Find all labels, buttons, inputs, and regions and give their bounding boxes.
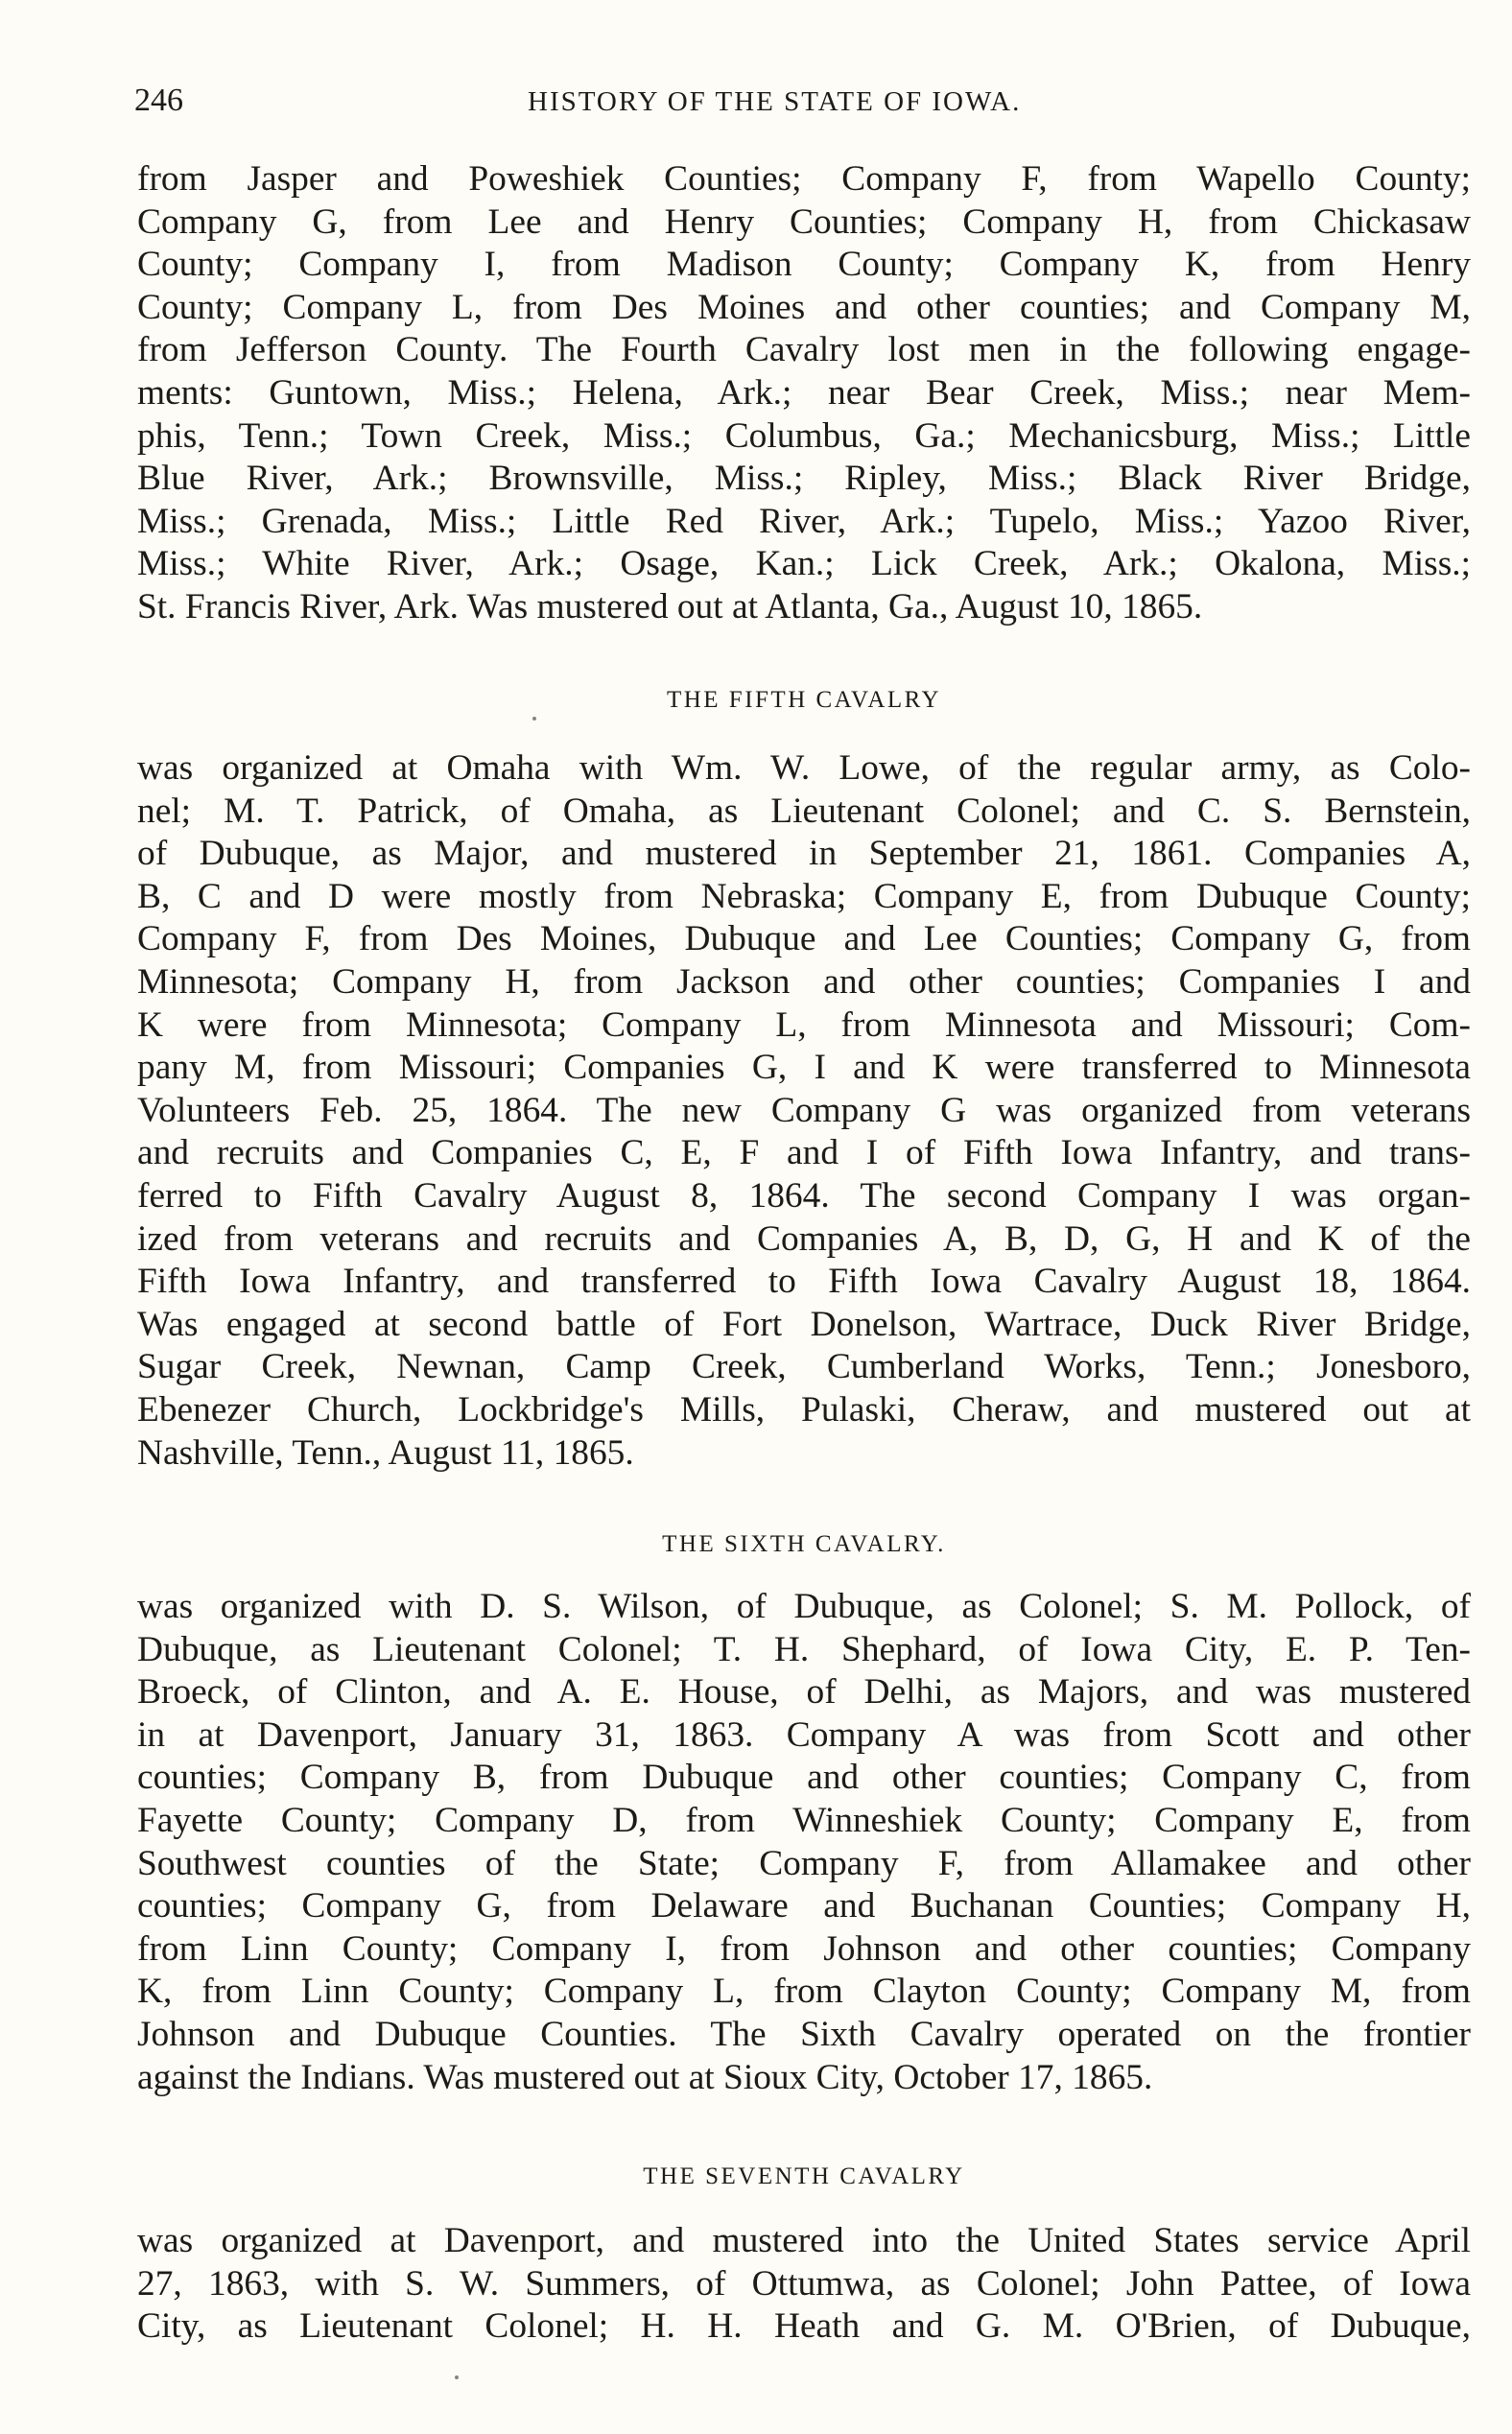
text-line: from Linn County; Company I, from Johnson and other counties; Company	[137, 1928, 1471, 1969]
running-title: HISTORY OF THE STATE OF IOWA.	[528, 86, 1022, 117]
text-line: counties; Company G, from Delaware and Buchanan Counties; Company H,	[137, 1886, 1471, 1926]
text-line: Fayette County; Company D, from Winneshiek County; Company E, from	[137, 1800, 1471, 1840]
text-line: was organized at Davenport, and mustered into the United States service April	[137, 2221, 1471, 2260]
text-line: Dubuque, as Lieutenant Colonel; T. H. Shephard, of Iowa City, E. P. Ten-	[137, 1629, 1471, 1669]
paragraph-seventh-cavalry	[137, 2220, 1471, 2349]
ink-speck	[532, 717, 536, 721]
text-line: phis, Tenn.; Town Creek, Miss.; Columbus, Ga.; Mechanicsburg, Miss.; Little	[137, 415, 1471, 456]
text-line: Ebenezer Church, Lockbridge's Mills, Pulaski, Cheraw, and mustered out at	[137, 1389, 1471, 1430]
text-line: and recruits and Companies C, E, F and I of Fifth Iowa Infantry, and trans-	[137, 1133, 1471, 1173]
paragraph-fourth-cavalry-continued	[137, 158, 1471, 629]
text-line: Broeck, of Clinton, and A. E. House, of Delhi, as Majors, and was mustered	[137, 1672, 1471, 1713]
text-line: Company G, from Lee and Henry Counties; Company H, from Chickasaw	[137, 201, 1471, 242]
paragraph-sixth-cavalry	[137, 1586, 1471, 2099]
text-line: St. Francis River, Ark. Was mustered out at Atlanta, Ga., August 10, 1865.	[137, 586, 1203, 626]
text-line: County; Company I, from Madison County; Company K, from Henry	[137, 245, 1471, 285]
text-line: from Jasper and Poweshiek Counties; Company F, from Wapello County;	[137, 159, 1471, 199]
text-line: Volunteers Feb. 25, 1864. The new Company G was organized from veterans	[137, 1090, 1471, 1130]
section-heading-seventh-cavalry: THE SEVENTH CAVALRY	[643, 2163, 965, 2189]
text-line: was organized at Omaha with Wm. W. Lowe, of the regular army, as Colo-	[137, 748, 1471, 788]
text-line: County; Company L, from Des Moines and other counties; and Company M,	[137, 287, 1471, 327]
text-line: was organized with D. S. Wilson, of Dubuque, as Colonel; S. M. Pollock, of	[137, 1587, 1471, 1626]
text-line: ments: Guntown, Miss.; Helena, Ark.; near Bear Creek, Miss.; near Mem-	[137, 372, 1471, 413]
text-line: Southwest counties of the State; Company F, from Allamakee and other	[137, 1843, 1471, 1883]
text-line: in at Davenport, January 31, 1863. Company A was from Scott and other	[137, 1714, 1471, 1755]
text-line: 27, 1863, with S. W. Summers, of Ottumwa, as Colonel; John Pattee, of Iowa	[137, 2263, 1471, 2304]
text-line: ized from veterans and recruits and Companies A, B, D, G, H and K of the	[137, 1218, 1471, 1259]
page-number: 246	[134, 83, 183, 118]
section-heading-sixth-cavalry: THE SIXTH CAVALRY.	[662, 1531, 946, 1557]
text-line: ferred to Fifth Cavalry August 8, 1864. The second Company I was organ-	[137, 1175, 1471, 1216]
text-line: K, from Linn County; Company L, from Clayton County; Company M, from	[137, 1972, 1471, 2012]
text-line: of Dubuque, as Major, and mustered in September 21, 1861. Companies A,	[137, 834, 1471, 874]
text-line: City, as Lieutenant Colonel; H. H. Heath and G. M. O'Brien, of Dubuque,	[137, 2306, 1471, 2347]
text-line: Miss.; White River, Ark.; Osage, Kan.; Lick Creek, Ark.; Okalona, Miss.;	[137, 544, 1471, 584]
text-line: from Jefferson County. The Fourth Cavalry lost men in the following engage-	[137, 330, 1471, 370]
text-line: Blue River, Ark.; Brownsville, Miss.; Ripley, Miss.; Black River Bridge,	[137, 459, 1471, 499]
text-line: counties; Company B, from Dubuque and other counties; Company C, from	[137, 1758, 1471, 1798]
text-line: Johnson and Dubuque Counties. The Sixth Cavalry operated on the frontier	[137, 2014, 1471, 2054]
text-line: Fifth Iowa Infantry, and transferred to Fifth Iowa Cavalry August 18, 1864.	[137, 1262, 1471, 1302]
text-line: Minnesota; Company H, from Jackson and other counties; Companies I and	[137, 961, 1471, 1002]
text-line: K were from Minnesota; Company L, from Minnesota and Missouri; Com-	[137, 1004, 1471, 1045]
text-line: Nashville, Tenn., August 11, 1865.	[137, 1432, 634, 1473]
section-heading-fifth-cavalry: THE FIFTH CAVALRY	[666, 687, 942, 713]
text-line: Company F, from Des Moines, Dubuque and Lee Counties; Company G, from	[137, 919, 1471, 959]
ink-speck	[455, 2375, 459, 2379]
text-line: pany M, from Missouri; Companies G, I and K were transferred to Minnesota	[137, 1048, 1471, 1088]
text-line: B, C and D were mostly from Nebraska; Company E, from Dubuque County;	[137, 876, 1471, 916]
text-line: nel; M. T. Patrick, of Omaha, as Lieutenant Colonel; and C. S. Bernstein,	[137, 791, 1471, 831]
text-line: Sugar Creek, Newnan, Camp Creek, Cumberland Works, Tenn.; Jonesboro,	[137, 1347, 1471, 1387]
running-head	[134, 83, 1472, 125]
text-line: Miss.; Grenada, Miss.; Little Red River, Ark.; Tupelo, Miss.; Yazoo River,	[137, 501, 1471, 541]
text-line: against the Indians. Was mustered out at Sioux City, October 17, 1865.	[137, 2057, 1153, 2097]
paragraph-fifth-cavalry	[137, 747, 1471, 1475]
text-line: Was engaged at second battle of Fort Donelson, Wartrace, Duck River Bridge,	[137, 1304, 1471, 1344]
